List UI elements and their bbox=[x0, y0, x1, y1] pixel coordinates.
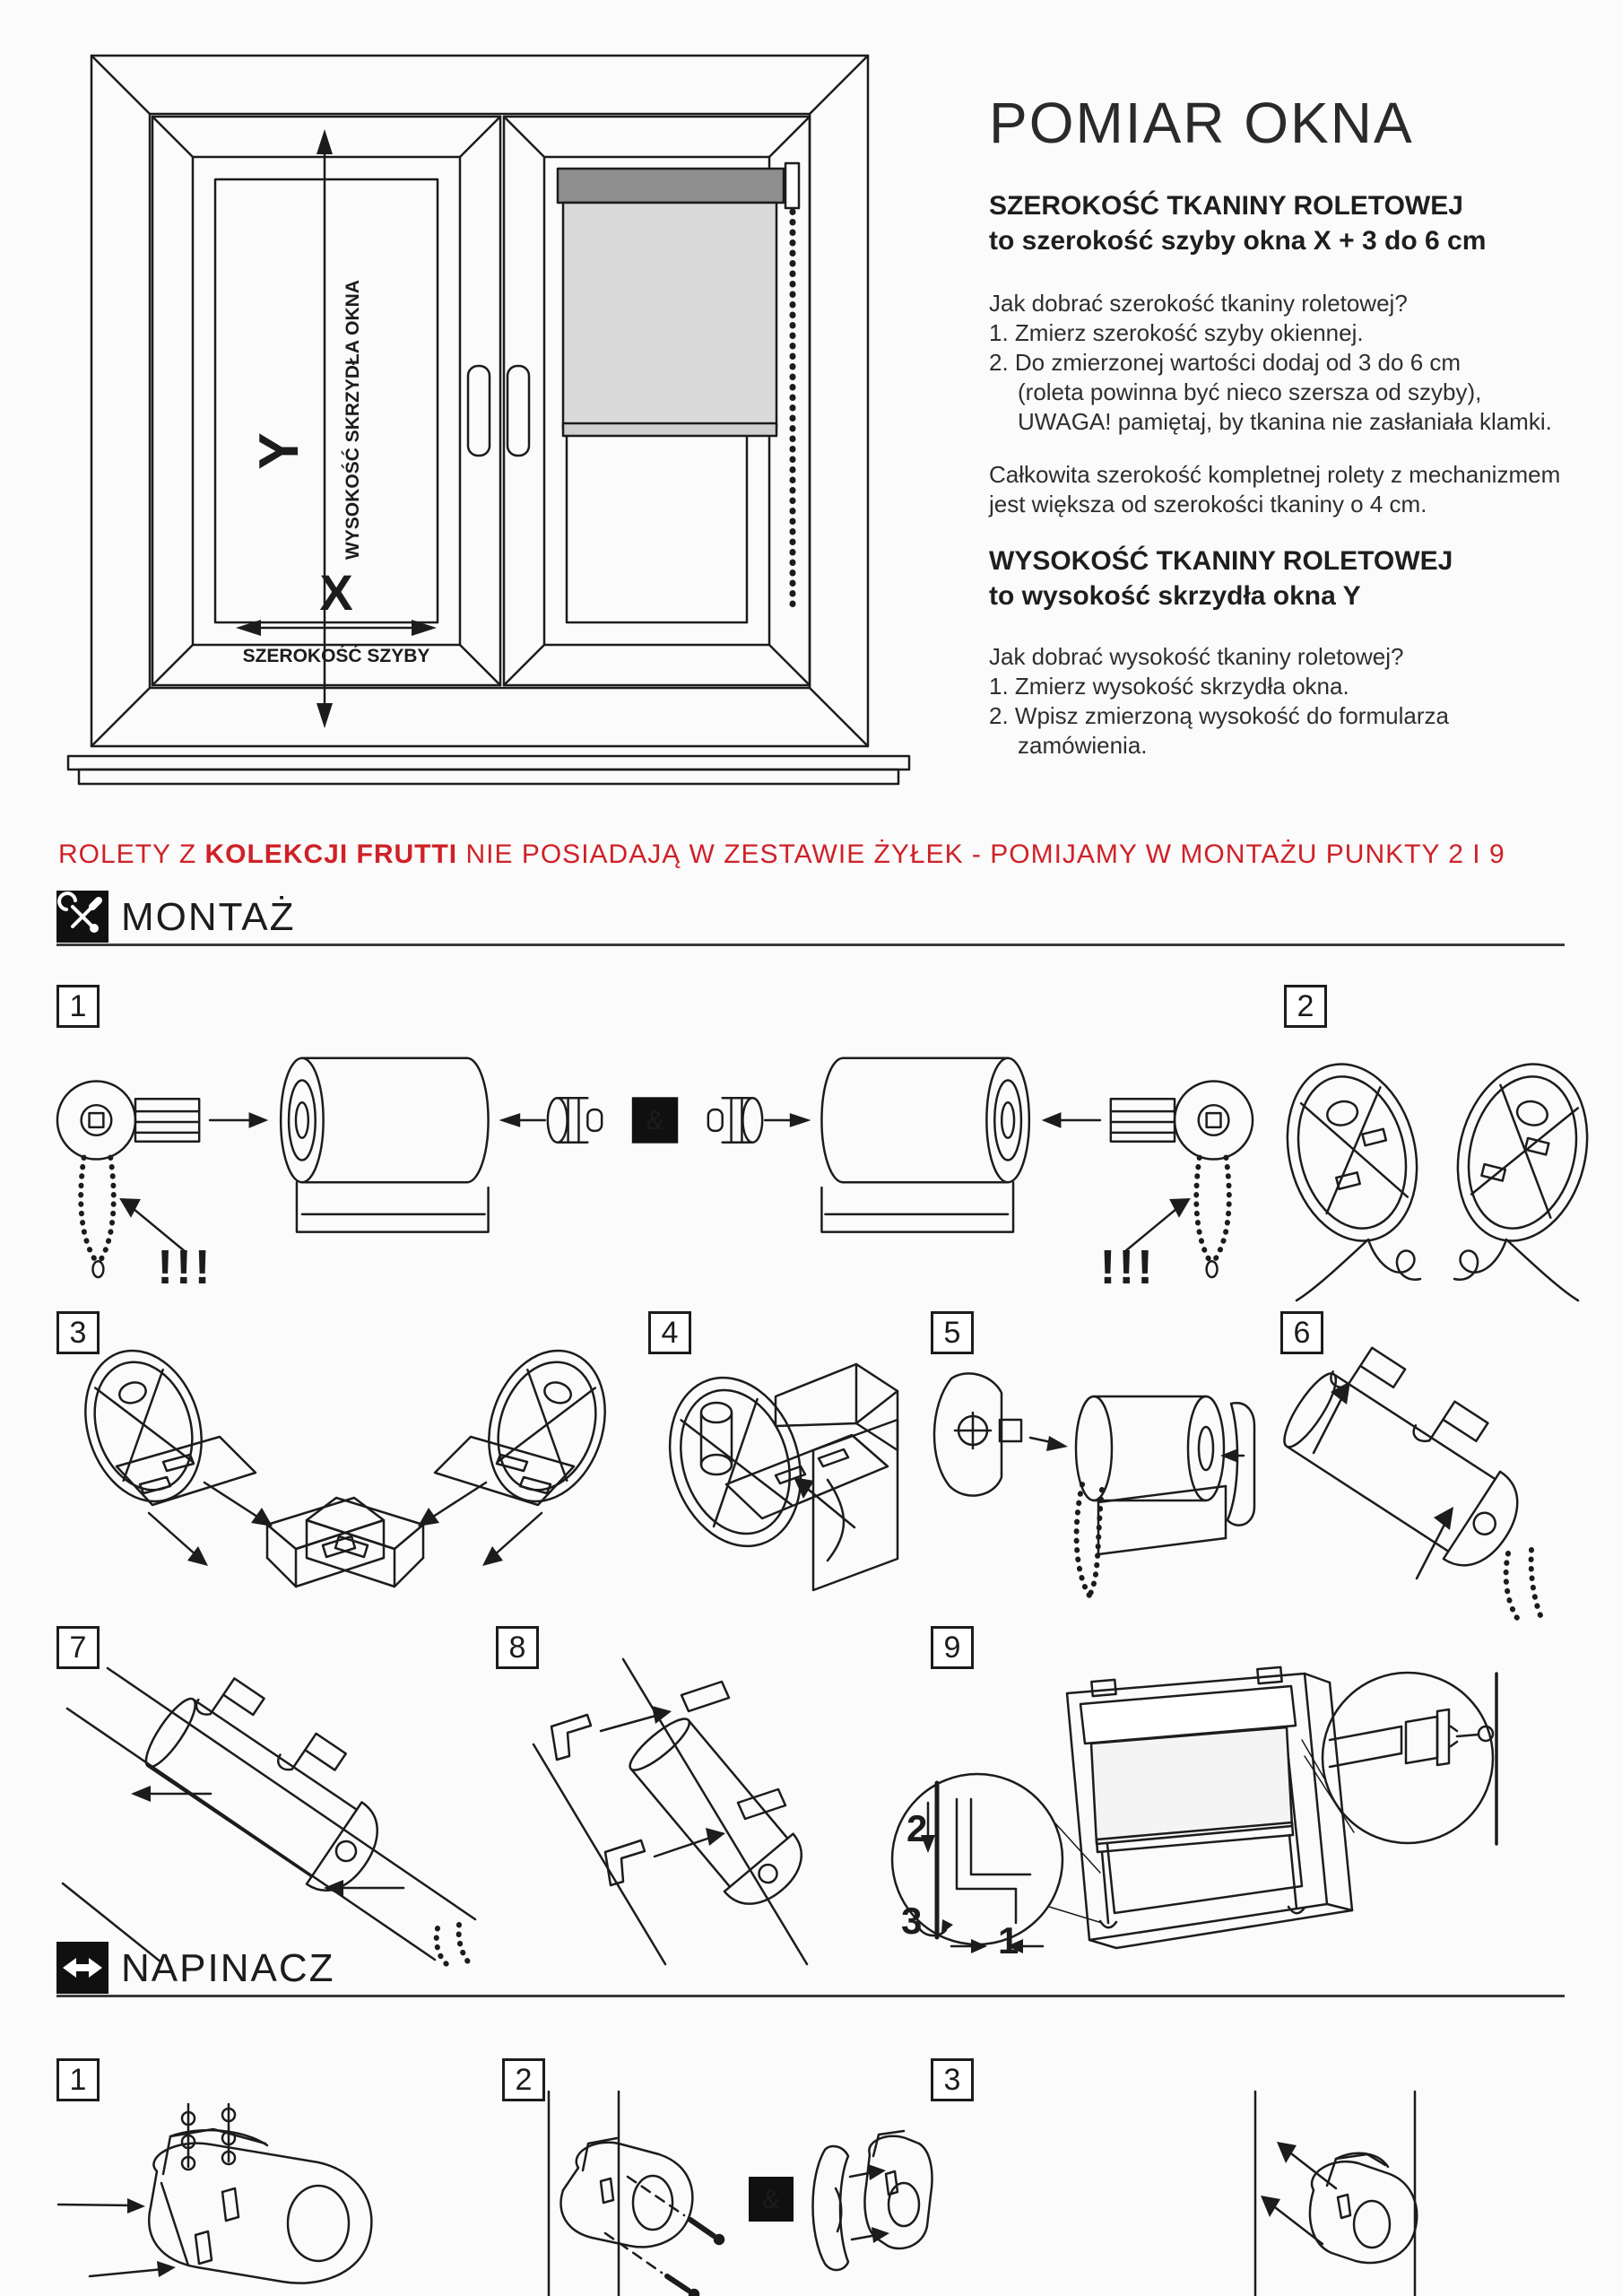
montaz-step-5-number: 5 bbox=[931, 1311, 974, 1354]
montaz-step-1-number: 1 bbox=[56, 985, 100, 1028]
page-title: POMIAR OKNA bbox=[989, 91, 1414, 155]
width-heading bbox=[989, 188, 1486, 258]
montaz-step-1-diagram bbox=[52, 1031, 1258, 1291]
montaz-step-3-number: 3 bbox=[56, 1311, 100, 1354]
width-heading-line1: SZEROKOŚĆ TKANINY ROLETOWEJ bbox=[989, 191, 1463, 221]
x-label: X bbox=[319, 564, 353, 621]
montaz-step-8-number: 8 bbox=[496, 1626, 539, 1669]
step9-label-1: 1 bbox=[998, 1919, 1019, 1961]
width-instructions bbox=[989, 289, 1552, 437]
detail-circle-wall-plug bbox=[1323, 1673, 1493, 1843]
window-measurement-diagram bbox=[63, 43, 915, 787]
height-step-2b: zamówienia. bbox=[1018, 732, 1148, 759]
montaz-step-2-diagram bbox=[1262, 1031, 1617, 1300]
montaz-step-4-diagram bbox=[641, 1341, 910, 1619]
step9-label-2: 2 bbox=[906, 1807, 928, 1849]
roller-blind bbox=[558, 163, 799, 613]
width-heading-line2: to szerokość szyby okna X + 3 do 6 cm bbox=[989, 226, 1487, 256]
napinacz-step-1-diagram bbox=[54, 2104, 448, 2296]
step9-label-3: 3 bbox=[901, 1900, 923, 1942]
notice-prefix: ROLETY Z bbox=[58, 839, 205, 869]
height-step-1: 1. Zmierz wysokość skrzydła okna. bbox=[989, 673, 1349, 700]
height-heading-line2: to wysokość skrzydła okna Y bbox=[989, 581, 1361, 611]
y-caption: WYSOKOŚĆ SKRZYDŁA OKNA bbox=[343, 280, 363, 560]
width-step-1: 1. Zmierz szerokość szyby okiennej. bbox=[989, 319, 1364, 346]
width-step-2c: UWAGA! pamiętaj, by tkanina nie zasłaniała klamki. bbox=[1018, 408, 1552, 435]
napinacz-rule bbox=[56, 1995, 1565, 1997]
width-step-2: 2. Do zmierzonej wartości dodaj od 3 do 6 cm bbox=[989, 349, 1462, 376]
ampersand-mark-2: & bbox=[761, 2185, 781, 2214]
window-handle-left bbox=[468, 366, 490, 456]
napinacz-step-2-number: 2 bbox=[502, 2058, 545, 2101]
width-note-line2: jest większa od szerokości tkaniny o 4 cm. bbox=[989, 491, 1427, 517]
window-handle-right bbox=[507, 366, 529, 456]
arrows-icon bbox=[56, 1942, 108, 1994]
montaz-step-9-diagram bbox=[901, 1657, 1618, 1962]
tools-icon bbox=[56, 891, 108, 943]
ampersand-mark: & bbox=[646, 1105, 664, 1135]
montaz-step-4-number: 4 bbox=[648, 1311, 691, 1354]
frutti-notice bbox=[58, 839, 1505, 870]
width-step-2b: (roleta powinna być nieco szersza od szyby), bbox=[1018, 378, 1482, 405]
section-montaz-title: MONTAŻ bbox=[121, 895, 296, 939]
montaz-step-7-diagram bbox=[54, 1659, 556, 1964]
section-napinacz-title: NAPINACZ bbox=[121, 1946, 335, 1990]
napinacz-step-1-number: 1 bbox=[56, 2058, 100, 2101]
montaz-step-6-number: 6 bbox=[1280, 1311, 1323, 1354]
montaz-step-7-number: 7 bbox=[56, 1626, 100, 1669]
napinacz-step-3-number: 3 bbox=[931, 2058, 974, 2101]
height-step-2: 2. Wpisz zmierzoną wysokość do formularza bbox=[989, 702, 1449, 729]
montaz-step-8-diagram bbox=[498, 1659, 910, 1964]
montaz-step-9-number: 9 bbox=[931, 1626, 974, 1669]
notice-bold: KOLEKCJI FRUTTI bbox=[204, 839, 458, 869]
montaz-rule bbox=[56, 944, 1565, 946]
height-question: Jak dobrać wysokość tkaniny roletowej? bbox=[989, 643, 1404, 670]
width-note-line1: Całkowita szerokość kompletnej rolety z mechanizmem bbox=[989, 461, 1561, 488]
notice-suffix: NIE POSIADAJĄ W ZESTAWIE ŻYŁEK - POMIJAMY W MONTAŻU PUNKTY 2 I 9 bbox=[457, 839, 1505, 869]
height-instructions bbox=[989, 642, 1449, 761]
width-note bbox=[989, 460, 1560, 519]
x-caption: SZEROKOŚĆ SZYBY bbox=[242, 646, 430, 666]
montaz-step-3-diagram bbox=[54, 1341, 637, 1610]
napinacz-step-3-diagram bbox=[1112, 2092, 1439, 2296]
height-heading bbox=[989, 544, 1453, 613]
montaz-step-6-diagram bbox=[1273, 1318, 1618, 1623]
napinacz-step-2-diagram bbox=[493, 2092, 932, 2296]
width-question: Jak dobrać szerokość tkaniny roletowej? bbox=[989, 290, 1408, 317]
montaz-step-2-number: 2 bbox=[1284, 985, 1327, 1028]
y-label: Y bbox=[248, 432, 310, 470]
height-heading-line1: WYSOKOŚĆ TKANINY ROLETOWEJ bbox=[989, 546, 1453, 576]
montaz-step-5-diagram bbox=[910, 1341, 1255, 1619]
